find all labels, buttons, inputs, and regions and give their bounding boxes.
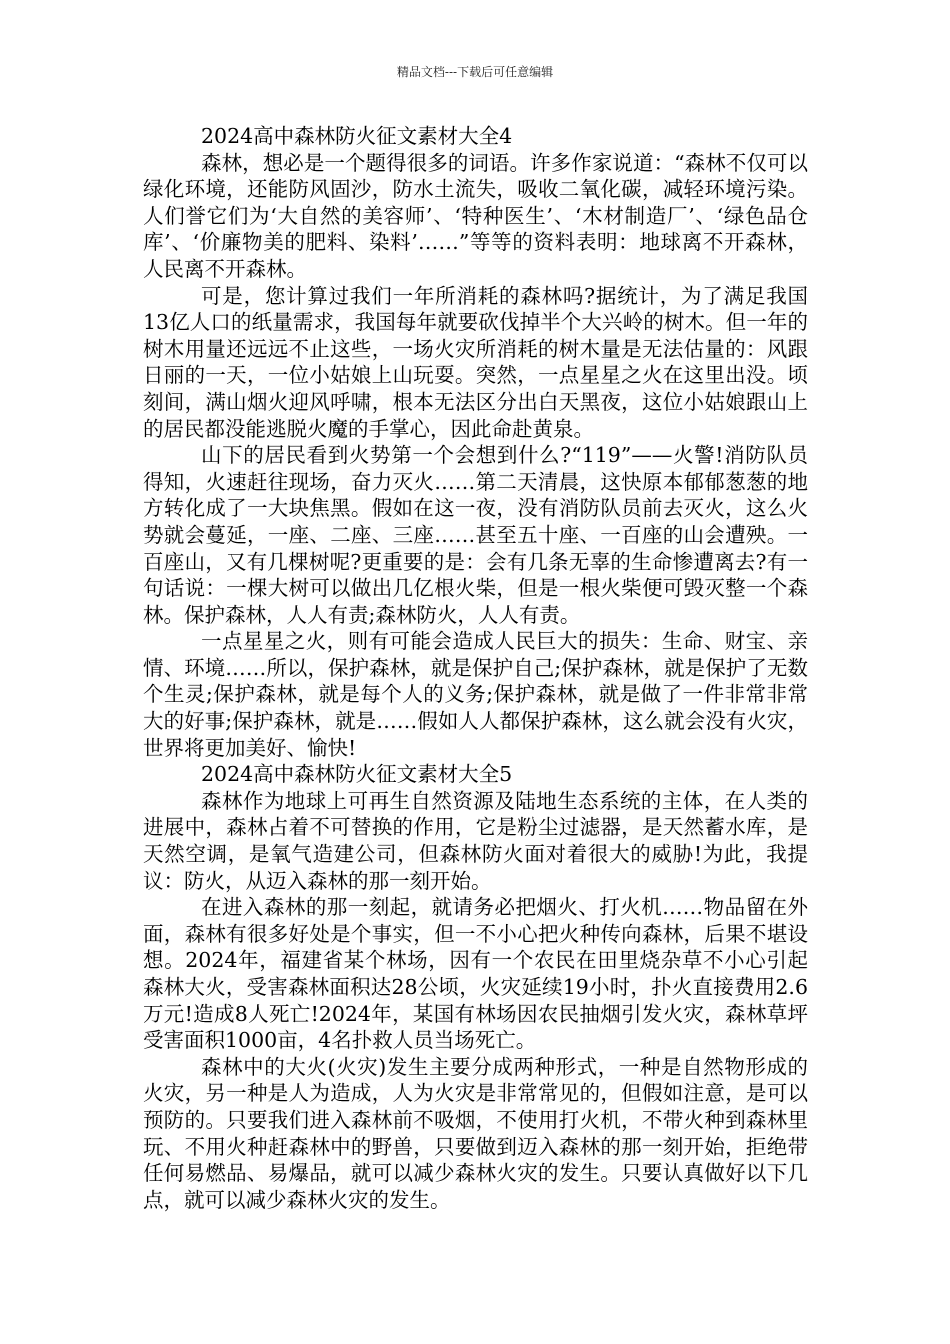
page-header: 精品文档---下载后可任意编辑 <box>396 65 554 79</box>
paragraph: 在进入森林的那一刻起，就请务必把烟火、打火机……物品留在外面，森林有很多好处是个事实，但一不小心把火种传向森林，后果不堪设想。2024年，福建省某个林场，因有一个农民在田里烧杂草不小心引起森林大火，受害森林面积达28公顷，火灾延续19小时，扑火直接费用2.6万元!造成8人死亡!2024年，某国有林场因农民抽烟引发火灾，森林草坪受害面积1000亩，4名扑救人员当场死亡。 <box>143 895 808 1053</box>
paragraph: 可是，您计算过我们一年所消耗的森林吗?据统计，为了满足我国13亿人口的纸量需求，我国每年就要砍伐掉半个大兴岭的树木。但一年的树木用量还远远不止这些，一场火灾所消耗的树木量是无法估量的：风跟日丽的一天，一位小姑娘上山玩耍。突然，一点星星之火在这里出没。顷刻间，满山烟火迎风呼啸，根本无法区分出白天黑夜，这位小姑娘跟山上的居民都没能逃脱火魔的手掌心，因此命赴黄泉。 <box>143 283 808 441</box>
document-body <box>143 123 808 1213</box>
section-title: 2024高中森林防火征文素材大全4 <box>201 124 513 148</box>
paragraph: 山下的居民看到火势第一个会想到什么?“119”——火警!消防队员得知，火速赶往现场，奋力灭火……第二天清晨，这快原本郁郁葱葱的地方转化成了一大块焦黑。假如在这一夜，没有消防队员前去灭火，这么火势就会蔓延，一座、二座、三座……甚至五十座、一百座的山会遭殃。一百座山，又有几棵树呢?更重要的是：会有几条无辜的生命惨遭离去?有一句话说：一棵大树可以做出几亿根火柴，但是一根火柴便可毁灭整一个森林。保护森林，人人有责;森林防火，人人有责。 <box>143 443 808 627</box>
paragraph: 森林中的大火(火灾)发生主要分成两种形式，一种是自然物形成的火灾，另一种是人为造成，人为火灾是非常常见的，但假如注意，是可以预防的。只要我们进入森林前不吸烟，不使用打火机，不带火种到森林里玩、不用火种赶森林中的野兽，只要做到迈入森林的那一刻开始，拒绝带任何易燃品、易爆品，就可以减少森林火灾的发生。只要认真做好以下几点，就可以减少森林火灾的发生。 <box>143 1054 808 1212</box>
paragraph: 森林作为地球上可再生自然资源及陆地生态系统的主体，在人类的进展中，森林占着不可替换的作用，它是粉尘过滤器，是天然蓄水库，是天然空调，是氧气造建公司，但森林防火面对着很大的威胁!为此，我提议：防火，从迈入森林的那一刻开始。 <box>143 788 808 893</box>
paragraph: 森林，想必是一个题得很多的词语。许多作家说道：“森林不仅可以绿化环境，还能防风固沙，防水土流失，吸收二氧化碳，减轻环境污染。人们誉它们为‘大自然的美容师’、‘特种医生’、‘木材制造厂’、‘绿色品仓库’、‘价廉物美的肥料、染料’……”等等的资料表明：地球离不开森林，人民离不开森林。 <box>143 150 808 281</box>
paragraph: 一点星星之火，则有可能会造成人民巨大的损失：生命、财宝、亲情、环境……所以，保护森林，就是保护自己;保护森林，就是保护了无数个生灵;保护森林，就是每个人的义务;保护森林，就是做了一件非常非常大的好事;保护森林，就是……假如人人都保护森林，这么就会没有火灾，世界将更加美好、愉快! <box>143 629 808 760</box>
section-title: 2024高中森林防火征文素材大全5 <box>201 762 513 787</box>
